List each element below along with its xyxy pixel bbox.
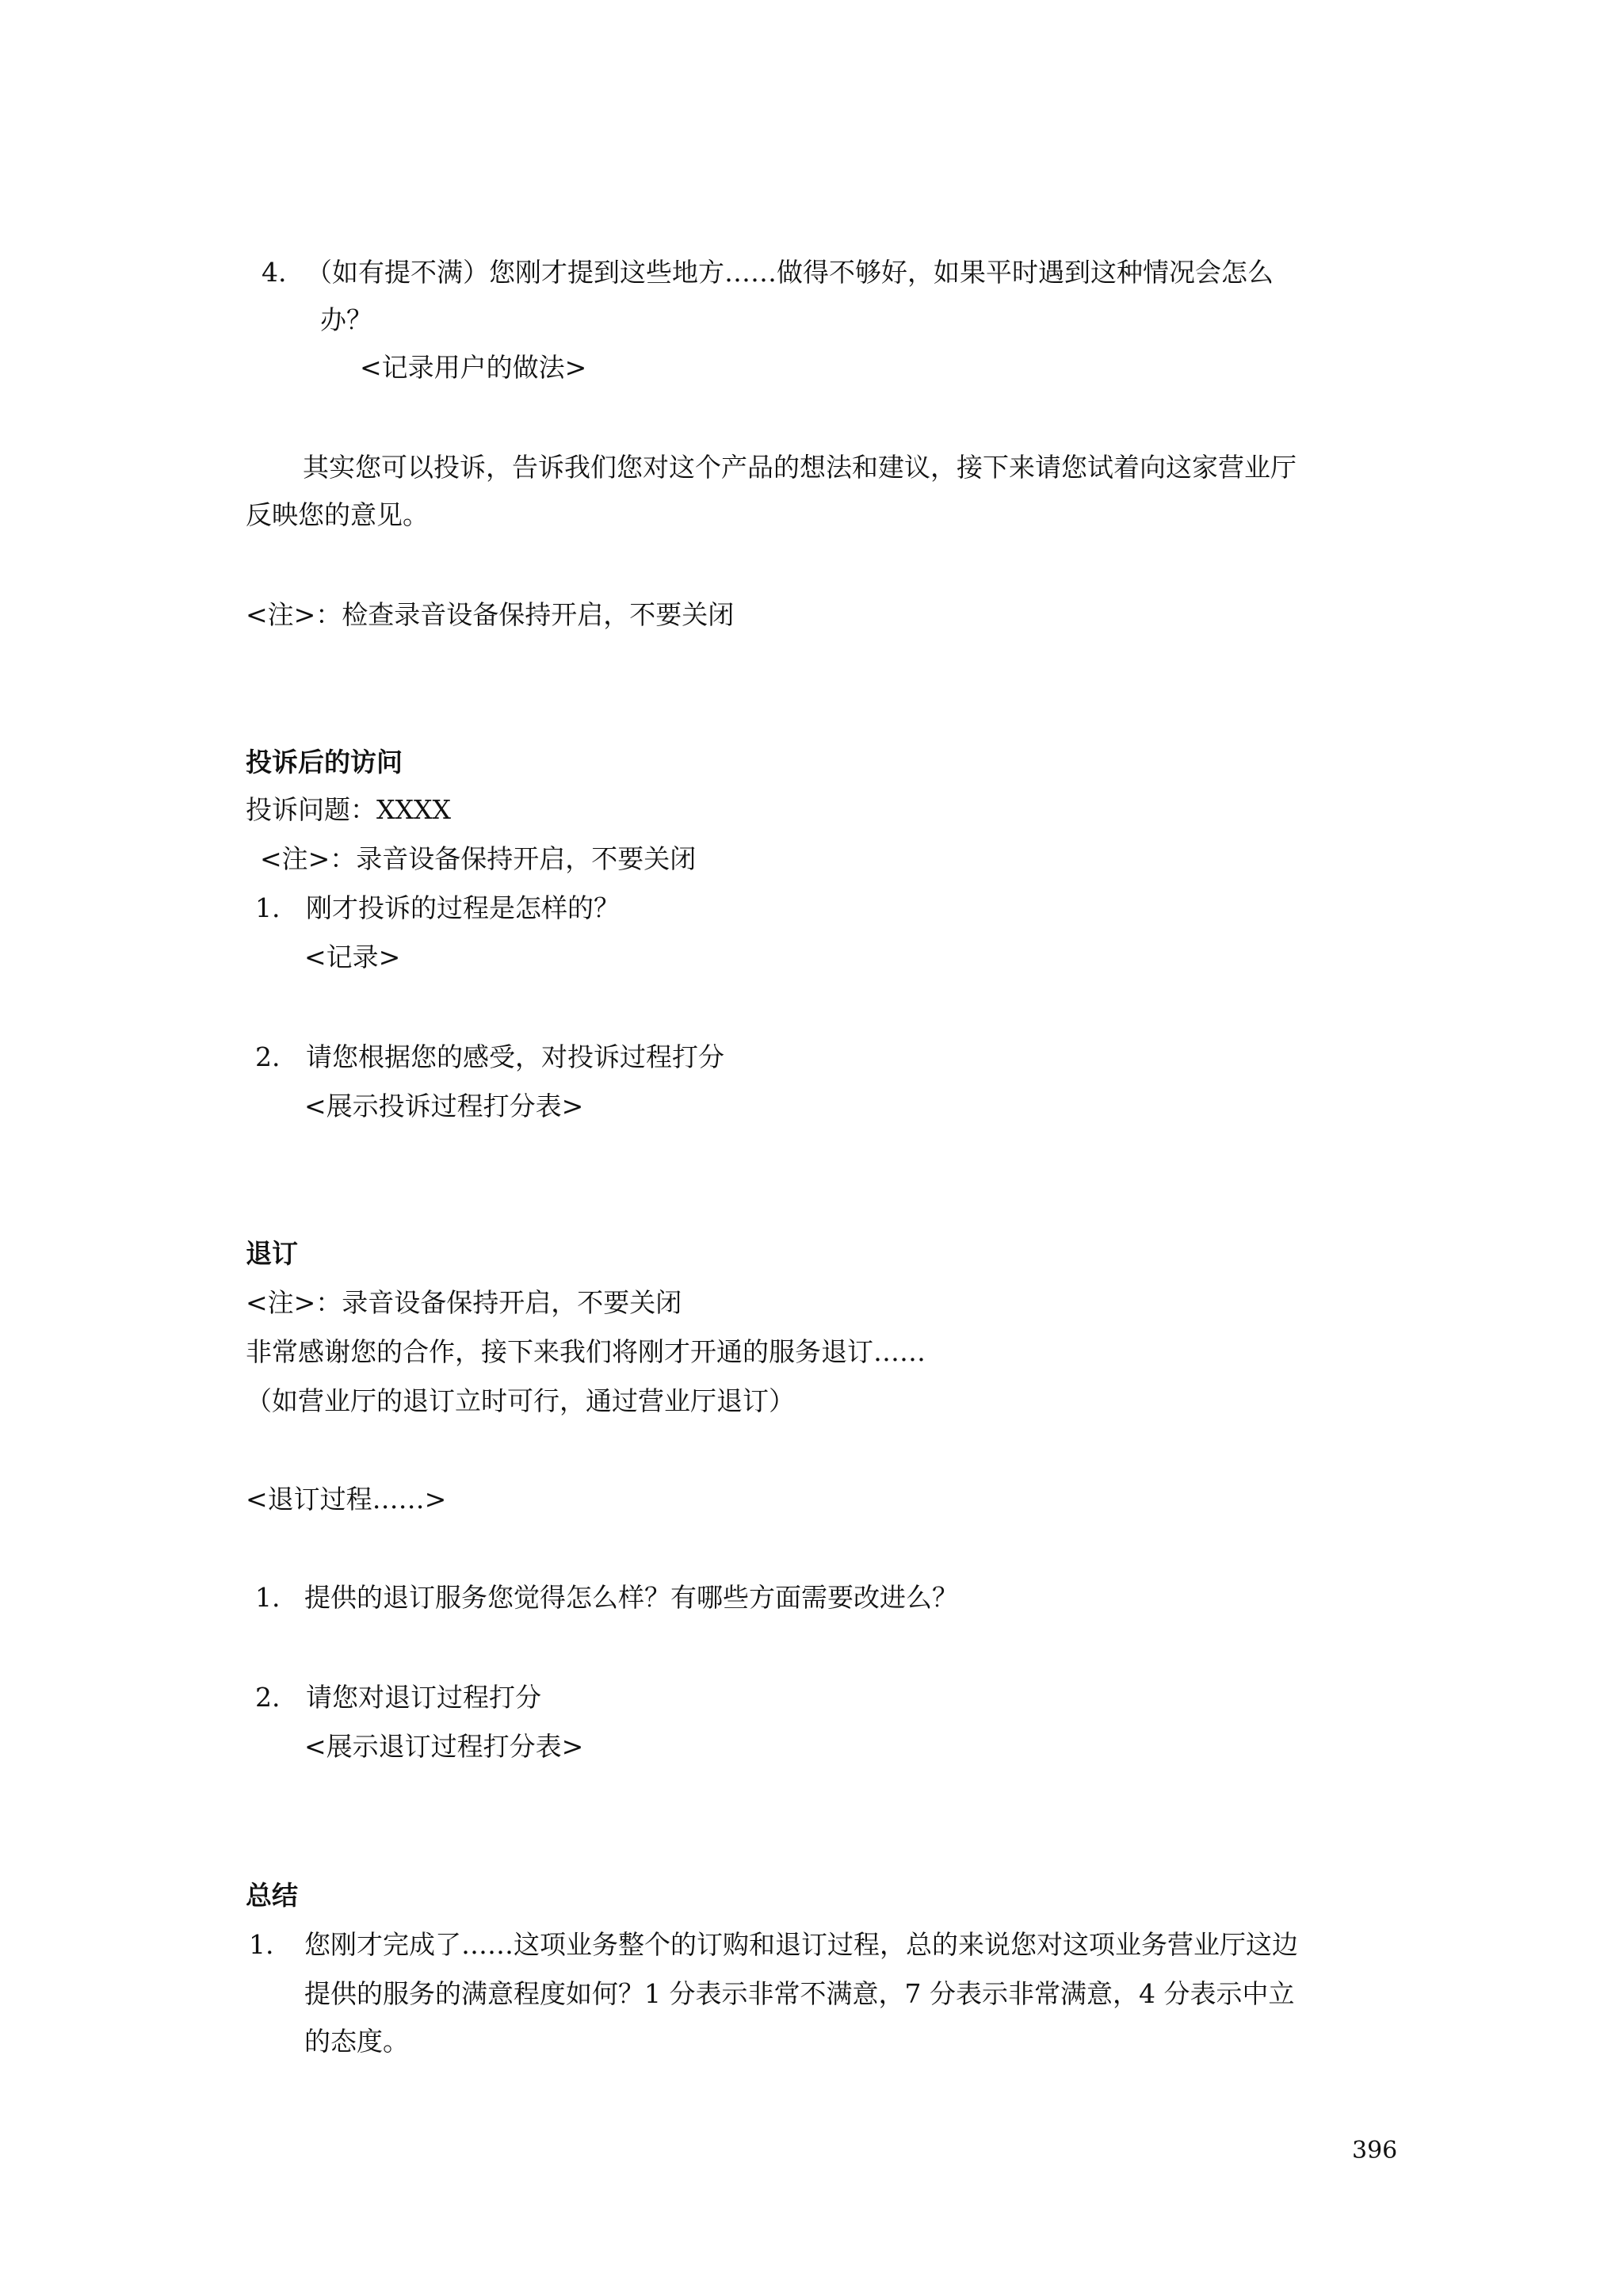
complaint-note: <注>：录音设备保持开启，不要关闭 [260, 843, 697, 874]
paragraph-line2: 反映您的意见。 [246, 499, 429, 530]
complaint-q2-note: <展示投诉过程打分表> [304, 1091, 584, 1121]
item4-note: <记录用户的做法> [360, 352, 587, 383]
complaint-q1-note: <记录> [304, 942, 401, 972]
unsubscribe-line2: （如营业厅的退订立时可行，通过营业厅退订） [246, 1385, 795, 1416]
complaint-q2-text: 请您根据您的感受，对投诉过程打分 [306, 1041, 724, 1072]
summary-heading: 总结 [246, 1880, 298, 1911]
complaint-heading: 投诉后的访问 [246, 747, 403, 777]
intro-note: <注>：检查录音设备保持开启，不要关闭 [246, 599, 735, 630]
summary-q1-line2: 提供的服务的满意程度如何？1 分表示非常不满意，7 分表示非常满意，4 分表示中立 [304, 1978, 1295, 2009]
unsubscribe-q1-text: 提供的退订服务您觉得怎么样？有哪些方面需要改进么？ [304, 1582, 958, 1613]
page-number: 396 [1352, 2137, 1398, 2164]
unsubscribe-q2-text: 请您对退订过程打分 [306, 1682, 541, 1713]
complaint-q2-number: 2. [255, 1041, 281, 1072]
unsubscribe-heading: 退订 [246, 1238, 298, 1269]
item4-number: 4. [262, 257, 287, 288]
complaint-q1-number: 1. [255, 892, 281, 923]
paragraph-line1: 其实您可以投诉，告诉我们您对这个产品的想法和建议，接下来请您试着向这家营业厅 [303, 452, 1296, 483]
unsubscribe-note: <注>：录音设备保持开启，不要关闭 [246, 1287, 682, 1318]
unsubscribe-q2-number: 2. [255, 1682, 281, 1713]
summary-q1-line3: 的态度。 [304, 2026, 409, 2057]
item4-line2: 办？ [320, 304, 372, 335]
unsubscribe-process: <退订过程……> [246, 1484, 447, 1515]
unsubscribe-line1: 非常感谢您的合作，接下来我们将刚才开通的服务退订…… [246, 1336, 926, 1367]
complaint-q1-text: 刚才投诉的过程是怎样的？ [306, 892, 620, 923]
complaint-issue: 投诉问题：XXXX [246, 794, 451, 825]
unsubscribe-q1-number: 1. [255, 1582, 281, 1613]
summary-q1-line1: 您刚才完成了……这项业务整个的订购和退订过程，总的来说您对这项业务营业厅这边 [304, 1929, 1298, 1960]
item4-line1: （如有提不满）您刚才提到这些地方……做得不够好，如果平时遇到这种情况会怎么 [306, 257, 1274, 288]
summary-q1-number: 1. [249, 1929, 274, 1960]
unsubscribe-q2-note: <展示退订过程打分表> [304, 1731, 584, 1762]
